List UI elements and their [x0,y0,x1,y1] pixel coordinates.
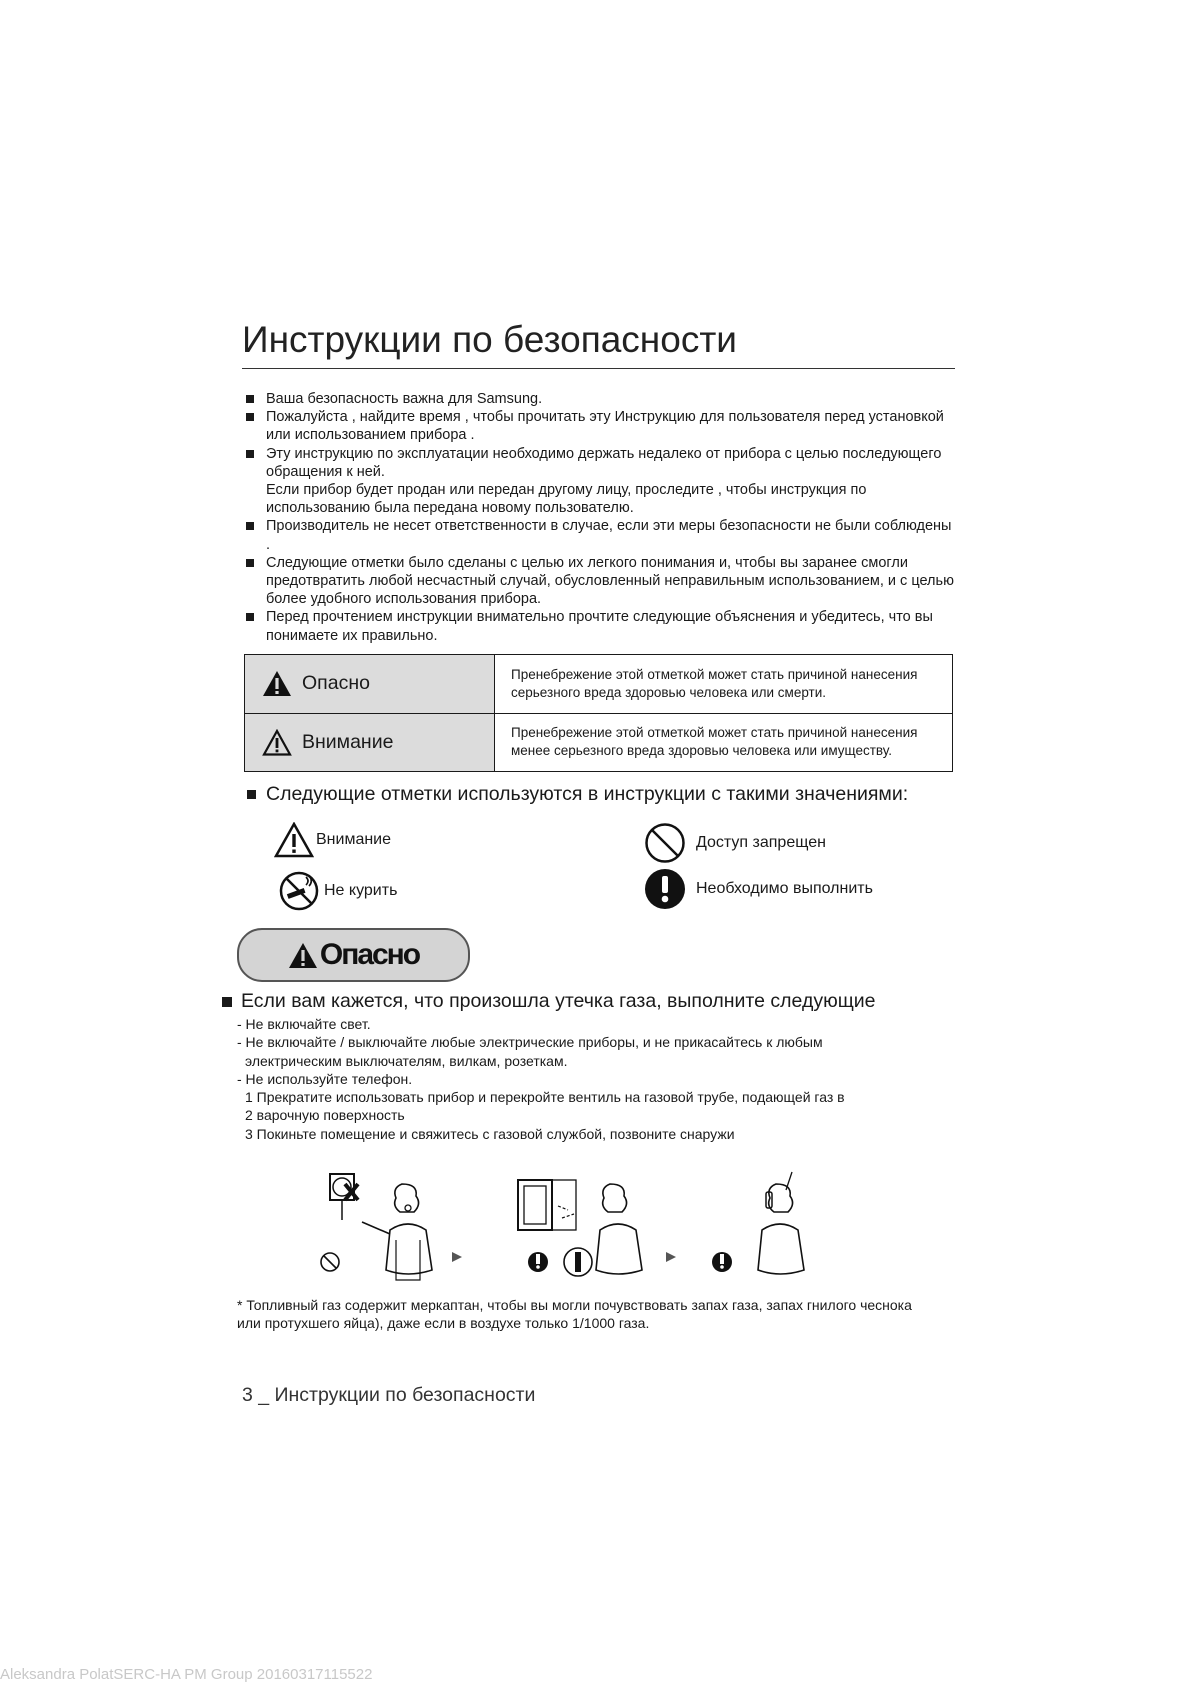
danger-badge-label: Опасно [319,938,420,971]
gas-step: - Не включайте свет. [237,1016,371,1032]
bullet-square-icon [247,790,256,799]
intro-bullet [246,390,956,408]
signal-description: Пренебрежение этой отметкой может стать причиной нанесения менее серьезного вреда здоровью человека или имуществу. [495,713,953,772]
gas-leak-illustration [320,1170,830,1290]
bullet-text: Эту инструкцию по эксплуатации необходимо держать недалеко от прибора с целью последующего обращения к ней. [266,445,942,480]
gas-leak-heading-text: Если вам кажется, что произошла утечка газа, выполните следующие [241,990,876,1012]
bullet-text: Если прибор будет продан или передан другому лицу, проследите , чтобы инструкция по использованию была передана новому пользователю. [266,482,867,517]
gas-step: 1 Прекратите использовать прибор и перекройте вентиль на газовой трубе, подающей газ в [245,1089,845,1106]
mark-label: Внимание [316,831,392,848]
bullet-text: Перед прочтением инструкции внимательно прочтите следующие объяснения и убедитесь, что вы понимаете их правильно. [266,609,933,644]
signal-word-table [244,654,953,772]
signal-label: Опасно [302,672,370,695]
mark-prohibited [644,822,826,864]
gas-step: электрическим выключателям, вилкам, розеткам. [245,1052,568,1069]
signal-description: Пренебрежение этой отметкой может стать причиной нанесения серьезного вреда здоровью человека или смерти. [495,655,953,714]
title-divider [242,368,955,369]
intro-bullet-list [246,390,956,645]
signal-label: Внимание [302,730,394,753]
signal-row-danger [245,655,953,714]
mark-label: Необходимо выполнить [696,880,873,897]
gas-leak-steps [237,1015,937,1143]
intro-bullet [246,517,956,553]
gas-step: 2 варочную поверхность [245,1107,405,1124]
mandatory-action-icon [644,868,686,910]
intro-bullet [246,408,956,444]
bullet-text: Ваша безопасность важна для Samsung. [266,391,543,407]
panel-call-outside [712,1172,804,1274]
page-title: Инструкции по безопасности [242,319,737,360]
signal-label-cell [245,655,495,714]
intro-bullet [246,608,956,644]
panel-close-valve [518,1180,642,1276]
intro-bullet [246,445,956,518]
arrow-icon [452,1252,462,1262]
mark-no-smoking [278,870,397,912]
intro-bullet [246,554,956,609]
no-smoking-icon [278,870,320,912]
warning-triangle-filled-icon [262,670,292,697]
mark-label: Доступ запрещен [696,834,826,851]
mark-mandatory [644,868,873,910]
gas-step: 3 Покиньте помещение и свяжитесь с газовой службой, позвоните снаружи [245,1125,735,1142]
warning-triangle-outline-icon [262,729,292,756]
prohibited-icon [644,822,686,864]
danger-badge [237,928,470,982]
signal-label-cell [245,713,495,772]
bullet-text: Производитель не несет ответственности в случае, если эти меры безопасности не были соблюдены . [266,518,952,553]
signal-row-caution [245,713,953,772]
gas-leak-heading [222,990,875,1013]
marks-heading [247,782,908,806]
panel-stop-appliance [321,1174,432,1280]
footnote: * Топливный газ содержит меркаптан, чтобы вы могли почувствовать запах газа, запах гнилого чеснока или протухшего яйца), даже если в воздухе только 1/1000 газа. [237,1297,912,1332]
arrow-icon [666,1252,676,1262]
gas-step: - Не включайте / выключайте любые электрические приборы, и не прикасайтесь к любым [237,1034,823,1051]
mark-caution [274,822,391,858]
watermark: Aleksandra PolatSERC-HA PM Group 20160317115522 [0,1666,373,1683]
warning-triangle-outline-icon [274,822,314,858]
page-footer: 3 _ Инструкции по безопасности [242,1384,536,1406]
mark-label: Не курить [324,882,398,899]
bullet-text: Следующие отметки было сделаны с целью их легкого понимания и, чтобы вы заранее смогли предотвратить любой несчастный случай, обусловленный неправильным использованием, и с целью более удобного использования прибора. [266,554,954,608]
gas-step: - Не используйте телефон. [237,1070,413,1087]
bullet-square-icon [222,997,232,1007]
marks-heading-text: Следующие отметки используются в инструкции с такими значениями: [266,783,909,805]
warning-triangle-filled-icon [288,942,318,969]
bullet-text: Пожалуйста , найдите время , чтобы прочитать эту Инструкцию для пользователя перед установкой или использованием прибора . [266,409,944,444]
